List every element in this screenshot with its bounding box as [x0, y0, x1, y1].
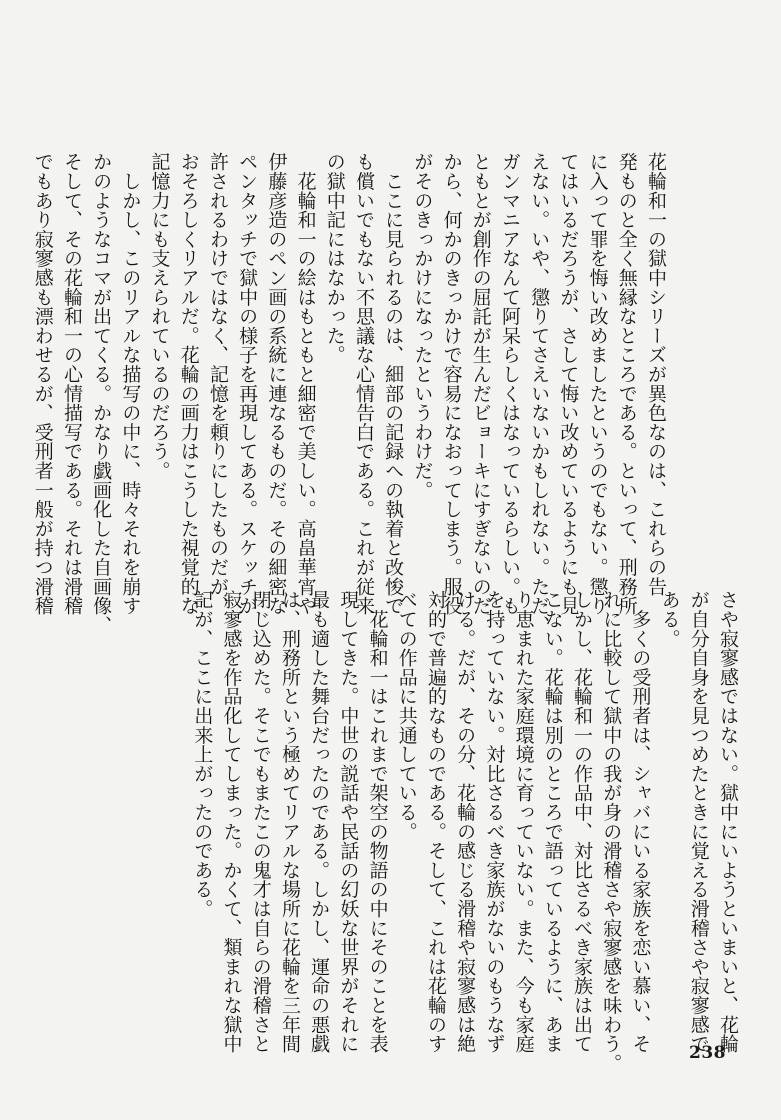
text-column: しかし、花輪和一の作品中、対比さるべき家族は出て — [570, 590, 593, 1054]
text-column: ける。だが、その分、花輪の感じる滑稽や寂寥感は絶 — [454, 590, 477, 1054]
text-column: かのようなコマが出てくる。かなり戯画化した自画像、 — [90, 152, 113, 635]
text-column: ペンタッチで獄中の様子を再現してある。スケッチが — [236, 152, 259, 616]
upper-text-block — [31, 152, 670, 635]
text-column: 記が、ここに出来上がったのである。 — [191, 590, 214, 919]
text-column: 寂寥感を作品化してしまった。かくて、類まれな獄中 — [220, 590, 243, 1054]
text-column: さや寂寥感ではない。獄中にいようといまいと、花輪 — [717, 590, 739, 1054]
text-column: ある。 — [658, 590, 681, 648]
text-column: 伊藤彦造のペン画の系統に連なるものだ。その細密な — [265, 152, 288, 616]
text-column: も償いでもない不思議な心情告白である。これが従来 — [352, 152, 375, 616]
text-column: 最も適した舞台だったのである。しかし、運命の悪戯 — [308, 590, 331, 1054]
text-column: 現してきた。中世の説話や民話の幻妖な世界がそれに — [337, 590, 360, 1054]
text-column: がそのきっかけになったというわけだ。 — [411, 152, 434, 500]
text-column: を持っていない。対比さるべき家族がないのもうなず — [483, 590, 506, 1054]
text-column: に入って罪を悔い改めましたというのでもない。懲り — [586, 152, 609, 616]
text-column: 記憶力にも支えられているのだろう。 — [148, 152, 171, 481]
text-column: は、刑務所という極めてリアルな場所に花輪を三年間 — [278, 590, 301, 1054]
text-column: そして、その花輪和一の心情描写である。それは滑稽 — [60, 152, 83, 616]
text-column: ここに見られるのは、細部の記録への執着と改悛で — [382, 152, 405, 616]
text-column: 閉じ込めた。そこでもまたこの鬼才は自らの滑稽さと — [249, 590, 272, 1054]
page-number: 238 — [689, 1043, 726, 1063]
text-column: えない。いや、懲りてさえいないかもしれない。ただ、 — [528, 152, 551, 635]
text-column: てはいるだろうが、さして悔い改めているようにも見 — [557, 152, 580, 616]
text-column: おそろしくリアルだ。花輪の画力はこうした視覚的な — [177, 152, 200, 616]
text-column: 花輪和一の獄中シリーズが異色なのは、これらの告 — [645, 152, 667, 596]
text-column: 花輪和一はこれまで架空の物語の中にそのことを表 — [366, 590, 389, 1054]
text-column: しかし、このリアルな描写の中に、時々それを崩す — [119, 152, 142, 616]
text-column: こない。花輪は別のところで語っているように、あま — [541, 590, 564, 1054]
text-column: の獄中記にはなかった。 — [323, 152, 346, 365]
text-column: 許されるわけではなく、記憶を頼りにしたものだが、 — [206, 152, 229, 616]
text-column: から、何かのきっかけで容易になおってしまう。服役 — [440, 152, 463, 616]
text-column: ともとが創作の屈託が生んだビョーキにすぎないのだ — [469, 152, 492, 616]
text-column: べての作品に共通している。 — [395, 590, 418, 841]
text-column: 対的で普遍的なものである。そして、これは花輪のす — [424, 590, 447, 1054]
text-column: 多くの受刑者は、シャバにいる家族を恋い慕い、そ — [629, 590, 652, 1054]
text-column: が自分自身を見つめたときに覚える滑稽さや寂寥感で — [687, 590, 710, 1054]
text-column: でもあり寂寥感も漂わせるが、受刑者一般が持つ滑稽 — [31, 152, 54, 616]
text-column: 花輪和一の絵はもともと細密で美しい。高畠華宵や — [294, 152, 317, 616]
text-column: り恵まれた家庭環境に育っていない。また、今も家庭 — [512, 590, 535, 1054]
text-column: 発ものと全く無縁なところである。といって、刑務所 — [615, 152, 638, 616]
text-column: れに比較して獄中の我が身の滑稽さや寂寥感を味わう。 — [600, 590, 623, 1073]
text-column: ガンマニアなんて阿呆らしくはなっているらしい。も — [498, 152, 521, 616]
